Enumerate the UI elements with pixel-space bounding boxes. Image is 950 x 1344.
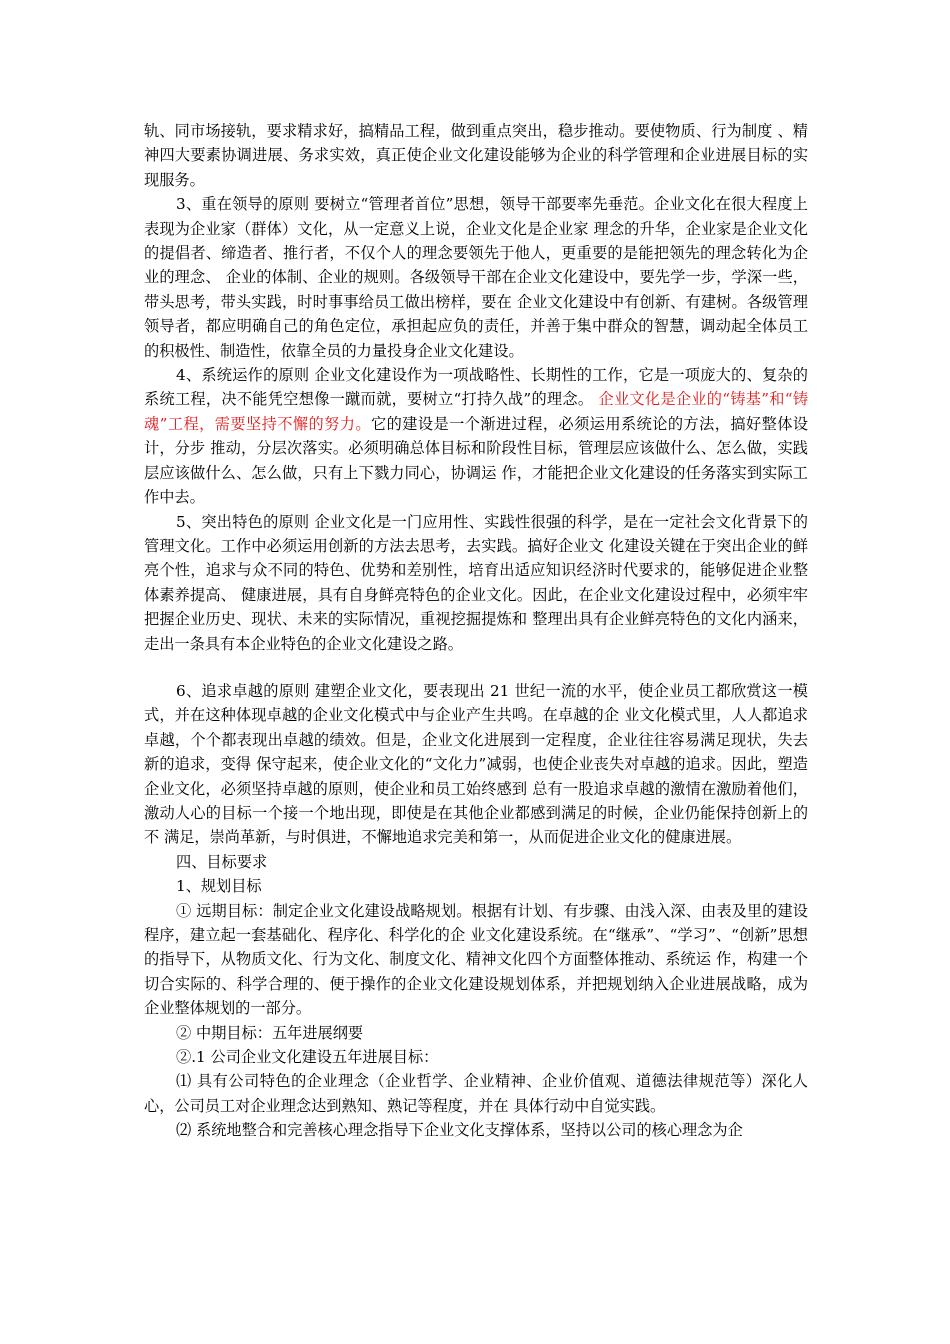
paragraph-principle-6: [144, 679, 808, 850]
paragraph-long-term-goal: [144, 899, 808, 1021]
paragraph-text: 3、重在领导的原则 要树立“管理者首位”思想，领导干部要率先垂范。企业文化在很大程度上表现为企业家（群体）文化，从一定意义上说，企业文化是企业家 理念的升华，企业家是企业文化的提倡者、缔造者、推行者，不仅个人的理念要领先于他人，更重要的是能把领先的理念转化为企业的理念、 企业的体制、企业的规则。各级领导干部在企业文化建设中，要先学一步，学深一些，带头思考，带头实践，时时事事给员工做出榜样，要在 企业文化建设中有创新、有建树。各级管理领导者，都应明确自己的角色定位，承担起应负的责任，并善于集中群众的智慧，调动起全体员工 的积极性、制造性，依靠全员的力量投身企业文化建设。: [144, 195, 808, 360]
paragraph-principle-4: [144, 363, 808, 509]
paragraph-text: ⑴ 具有公司特色的企业理念（企业哲学、企业精神、企业价值观、道德法律规范等）深化人心，公司员工对企业理念达到熟知、熟记等程度，并在 具体行动中自觉实践。: [144, 1072, 808, 1115]
paragraph-text: 6、追求卓越的原则 建塑企业文化，要表现出 21 世纪一流的水平，使企业员工都欣赏这一模式，并在这种体现卓越的企业文化模式中与企业产生共鸣。在卓越的企 业文化模式里，人人都追求卓越，个个都表现出卓越的绩效。但是，企业文化进展到一定程度，企业往往容易满足现状，失去新的追求，变得 保守起来，使企业文化的“文化力”减弱，也使企业丧失对卓越的追求。因此，塑造企业文化，必须坚持卓越的原则，使企业和员工始终感到 总有一股追求卓越的激情在激励着他们，激动人心的目标一个接一个地出现，即使是在其他企业都感到满足的时候，企业仍能保持创新上的不 满足，崇尚革新，与时俱进，不懈地追求完美和第一，从而促进企业文化的健康进展。: [144, 681, 808, 847]
list-item-2: [144, 1118, 808, 1142]
heading-text: 1、规划目标: [176, 877, 262, 896]
paragraph-text: 5、突出特色的原则 企业文化是一门应用性、实践性很强的科学，是在一定社会文化背景下的管理文化。工作中必须运用创新的方法去思考，去实践。搞好企业文 化建设关键在于突出企业的鲜亮个性，追求与众不同的特色、优势和差别性，培育出适应知识经济时代要求的，能够促进企业整体素养提高、 健康进展，具有自身鲜亮特色的企业文化。因此，在企业文化建设过程中，必须牢牢把握企业历史、现状、未来的实际情况，重视挖掘提炼和 整理出具有企业鲜亮特色的文化内涵来，走出一条具有本企业特色的企业文化建设之路。: [144, 512, 808, 653]
paragraph-text: 4、系统运作的原则 企业文化建设作为一项战略性、长期性的工作，它是一项庞大的、复杂的系统工程，决不能凭空想像一蹴而就，要树立“打持久战”的理念。: [144, 366, 808, 409]
paragraph-text: ② 中期目标：五年进展纲要: [176, 1023, 364, 1042]
paragraph-continuation: [144, 119, 808, 192]
document-body: [144, 119, 808, 1143]
paragraph-text: ⑵ 系统地整合和完善核心理念指导下企业文化支撑体系，坚持以公司的核心理念为企: [176, 1121, 743, 1140]
paragraph-principle-5: [144, 510, 808, 656]
paragraph-principle-3: [144, 192, 808, 363]
section-heading-goals: [144, 850, 808, 874]
paragraph-text: ① 远期目标：制定企业文化建设战略规划。根据有计划、有步骤、由浅入深、由表及里的建设程序，建立起一套基础化、程序化、科学化的企 业文化建设系统。在“继承”、“学习”、“创新”思想的指导下，从物质文化、行为文化、制度文化、精神文化四个方面整体推动、系统运 作，构建一个切合实际的、科学合理的、便于操作的企业文化建设规划体系，并把规划纳入企业进展战略，成为企业整体规划的一部分。: [144, 901, 808, 1018]
paragraph-five-year-goal: [144, 1045, 808, 1069]
highlighted-text: 企业文化是企业的“铸基”和“铸魂”工程，需要坚持不懈的努力。: [144, 390, 809, 433]
paragraph-text: ②.1 公司企业文化建设五年进展目标：: [176, 1048, 439, 1067]
subheading-planning-goals: [144, 874, 808, 898]
paragraph-gap: [144, 656, 808, 679]
paragraph-text: 轨、同市场接轨，要求精求好，搞精品工程，做到重点突出，稳步推动。要使物质、行为制度 、精神四大要素协调进展、务求实效，真正使企业文化建设能够为企业的科学管理和企业进展目标的实现服务。: [144, 122, 808, 189]
paragraph-mid-term-goal: [144, 1021, 808, 1045]
paragraph-text: 它的建设是一个渐进过程，必须运用系统论的方法，搞好整体设计，分步 推动，分层次落实。必须明确总体目标和阶段性目标，管理层应该做什么、怎么做，实践层应该做什么、怎么做，只有上下戮力同心，协调运 作，才能把企业文化建设的任务落实到实际工作中去。: [144, 414, 809, 507]
heading-text: 四、目标要求: [176, 852, 268, 871]
list-item-1: [144, 1069, 808, 1118]
